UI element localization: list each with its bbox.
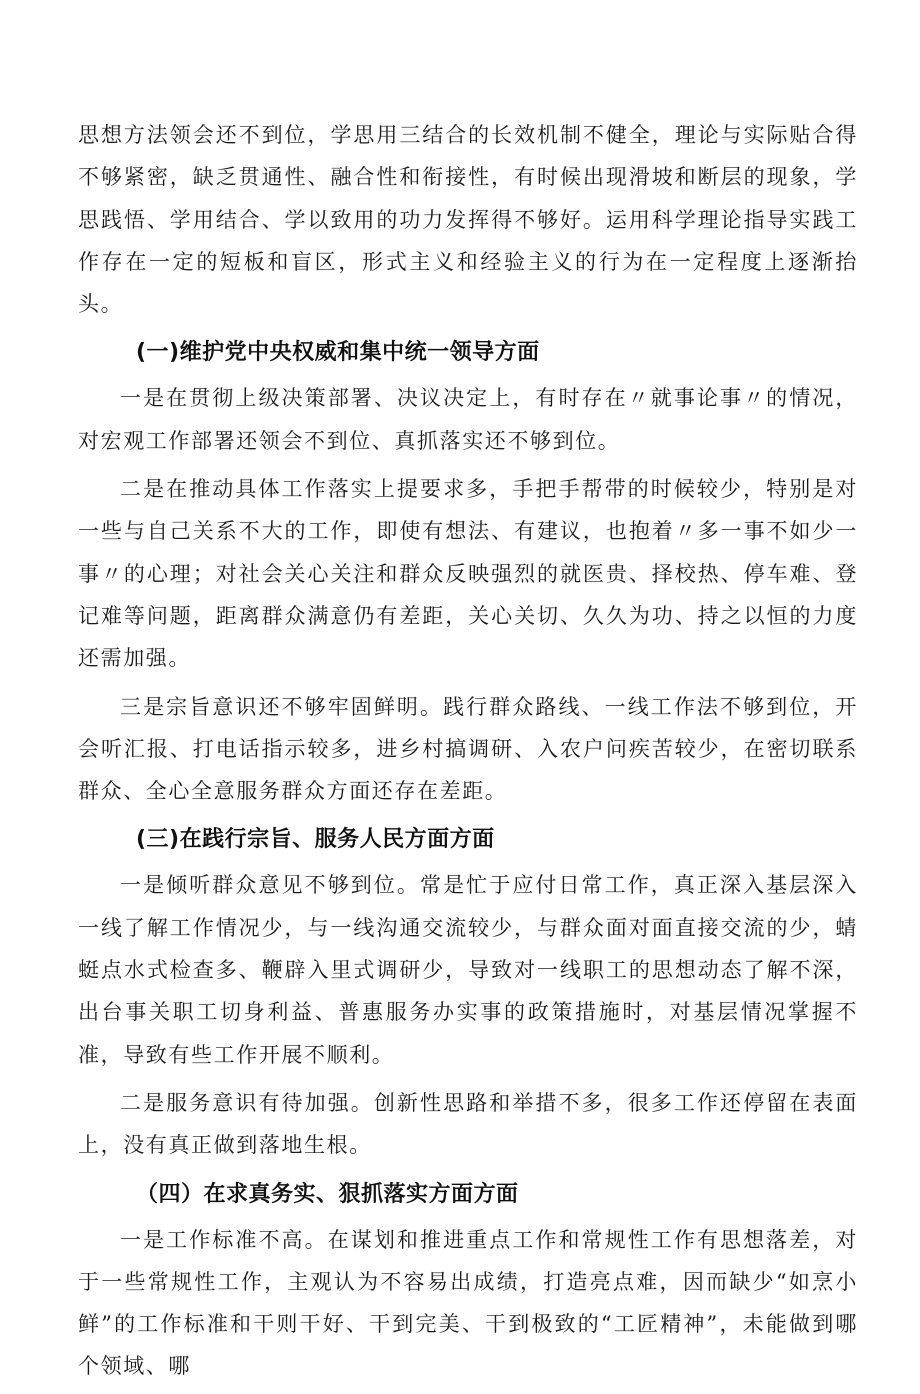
- paragraph-4-1: 一是工作标准不高。在谋划和推进重点工作和常规性工作有思想落差，对于一些常规性工作，主观认为不容易出成绩，打造亮点难，因而缺少“如烹小鲜”的工作标准和干则干好、干到完美、干到极致的“工匠精神”，未能做到哪个领域、哪: [78, 1227, 858, 1379]
- paragraph-1-1: 一是在贯彻上级决策部署、决议决定上，有时存在〃就事论事〃的情况，对宏观工作部署还领会不到位、真抓落实还不够到位。: [78, 386, 858, 453]
- paragraph-intro: 思想方法领会还不到位，学思用三结合的长效机制不健全，理论与实际贴合得不够紧密，缺乏贯通性、融合性和衔接性，有时候出现滑坡和断层的现象，学思践悟、学用结合、学以致用的功力发挥得不够好。运用科学理论指导实践工作存在一定的短板和盲区，形式主义和经验主义的行为在一定程度上逐渐抬头。: [78, 123, 858, 317]
- paragraph-1-3: 三是宗旨意识还不够牢固鲜明。践行群众路线、一线工作法不够到位，开会听汇报、打电话指示较多，进乡村搞调研、入农户问疾苦较少，在密切联系群众、全心全意服务群众方面还存在差距。: [78, 694, 858, 804]
- section-heading-4: （四）在求真务实、狠抓落实方面方面: [136, 1181, 519, 1207]
- paragraph-3-2: 二是服务意识有待加强。创新性思路和举措不多，很多工作还停留在表面上，没有真正做到落地生根。: [78, 1090, 858, 1158]
- paragraph-1-2: 二是在推动具体工作落实上提要求多，手把手帮带的时候较少，特别是对一些与自己关系不大的工作，即使有想法、有建议，也抱着〃多一事不如少一事〃的心理；对社会关心关注和群众反映强烈的就医贵、择校热、停车难、登记难等问题，距离群众满意仍有差距，关心关切、久久为功、持之以恒的力度还需加强。: [78, 477, 858, 671]
- paragraph-3-1: 一是倾听群众意见不够到位。常是忙于应付日常工作，真正深入基层深入一线了解工作情况少，与一线沟通交流较少，与群众面对面直接交流的少，蜻蜓点水式检查多、鞭辟入里式调研少，导致对一线职工的思想动态了解不深，出台事关职工切身利益、普惠服务办实事的政策措施时，对基层情况掌握不准，导致有些工作开展不顺利。: [78, 873, 858, 1067]
- section-heading-1: (一)维护党中央权威和集中统一领导方面: [136, 340, 540, 366]
- section-heading-3: (三)在践行宗旨、服务人民方面方面: [136, 827, 495, 853]
- document-body: [78, 114, 858, 1394]
